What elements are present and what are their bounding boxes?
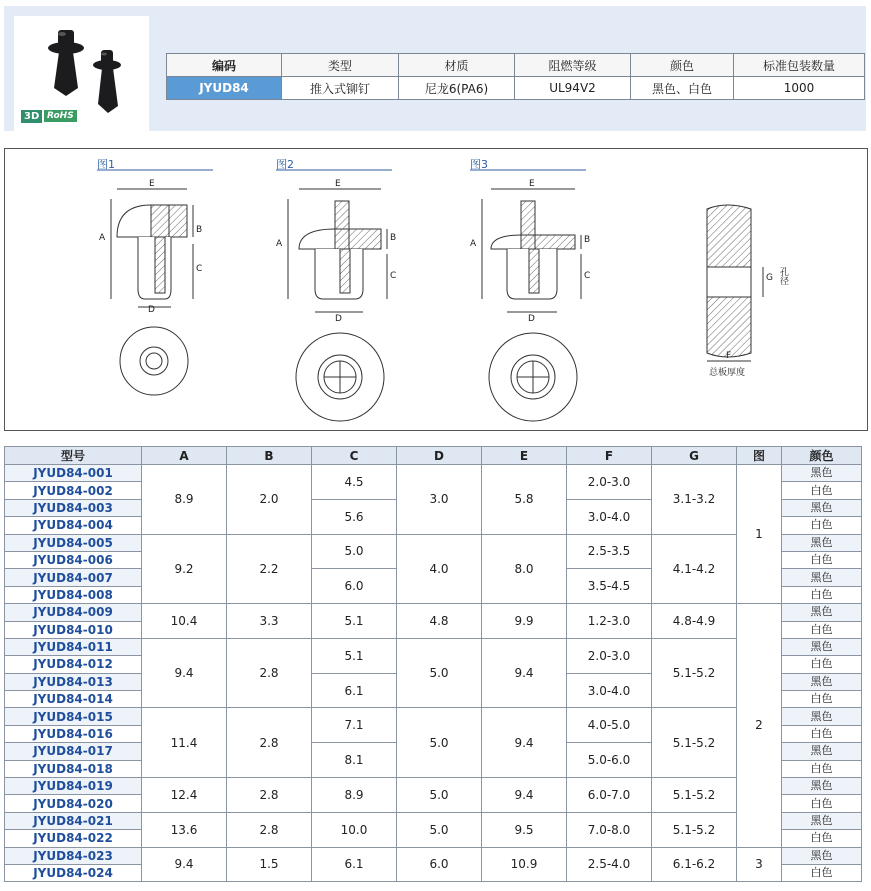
color-cell: 黑色 (782, 708, 862, 725)
dim-f-cell: 2.0-3.0 (567, 465, 652, 500)
dim-b-cell: 2.8 (227, 708, 312, 778)
dim-a-cell: 11.4 (142, 708, 227, 778)
color-cell: 黑色 (782, 569, 862, 586)
dim-f-cell: 6.0-7.0 (567, 778, 652, 813)
color-cell: 黑色 (782, 812, 862, 829)
model-cell: JYUD84-016 (5, 725, 142, 742)
dim-c-cell: 5.1 (312, 604, 397, 639)
color-cell: 白色 (782, 621, 862, 638)
info-table (166, 53, 865, 100)
3d-badge: 3D (21, 110, 42, 123)
info-header-flame: 阻燃等级 (515, 54, 631, 77)
fig1-dim-d: D (148, 305, 155, 315)
fig2-side-view (288, 189, 387, 421)
hole-diameter-label: 孔径 (778, 267, 788, 285)
panel-dim-f: F (726, 351, 732, 361)
color-cell: 白色 (782, 517, 862, 534)
dim-f-cell: 3.0-4.0 (567, 499, 652, 534)
info-value-flame: UL94V2 (515, 77, 631, 100)
dim-f-cell: 2.5-4.0 (567, 847, 652, 882)
dim-c-cell: 6.1 (312, 847, 397, 882)
table-row (5, 604, 862, 621)
dim-a-cell: 9.4 (142, 638, 227, 708)
color-cell: 白色 (782, 586, 862, 603)
fig1-side-view (111, 189, 193, 395)
model-cell: JYUD84-009 (5, 604, 142, 621)
fig3-dim-b: B (584, 235, 591, 245)
dim-g-cell: 3.1-3.2 (652, 465, 737, 535)
table-row (5, 847, 862, 864)
fig1-dim-b: B (196, 225, 203, 235)
dim-e-cell: 5.8 (482, 465, 567, 535)
dim-d-cell: 3.0 (397, 465, 482, 535)
color-cell: 黑色 (782, 534, 862, 551)
model-cell: JYUD84-022 (5, 830, 142, 847)
color-cell: 白色 (782, 551, 862, 568)
product-thumbnail (14, 16, 149, 132)
dim-e-cell: 9.4 (482, 708, 567, 778)
info-value-type: 推入式铆钉 (282, 77, 399, 100)
fig2-dim-d: D (335, 314, 342, 324)
dim-b-cell: 2.8 (227, 778, 312, 813)
model-cell: JYUD84-002 (5, 482, 142, 499)
figure-cell: 3 (737, 847, 782, 882)
fig3-label: 图3 (470, 158, 488, 171)
dim-f-cell: 2.5-3.5 (567, 534, 652, 569)
fig1-dim-e: E (149, 179, 155, 189)
table-row (5, 812, 862, 829)
dim-b-cell: 1.5 (227, 847, 312, 882)
dim-e-cell: 10.9 (482, 847, 567, 882)
dim-g-cell: 4.8-4.9 (652, 604, 737, 639)
col-header-b: B (227, 447, 312, 465)
col-header-c: C (312, 447, 397, 465)
table-row (5, 778, 862, 795)
dim-f-cell: 4.0-5.0 (567, 708, 652, 743)
col-header-f: F (567, 447, 652, 465)
figure-cell: 1 (737, 465, 782, 604)
dim-c-cell: 5.6 (312, 499, 397, 534)
dim-a-cell: 10.4 (142, 604, 227, 639)
dim-c-cell: 6.0 (312, 569, 397, 604)
dim-b-cell: 2.0 (227, 465, 312, 535)
figure-cell: 2 (737, 604, 782, 847)
col-header-model: 型号 (5, 447, 142, 465)
fig2-dim-e: E (335, 179, 341, 189)
dim-f-cell: 2.0-3.0 (567, 638, 652, 673)
dim-f-cell: 3.5-4.5 (567, 569, 652, 604)
dim-f-cell: 1.2-3.0 (567, 604, 652, 639)
dim-e-cell: 9.9 (482, 604, 567, 639)
fig3-dim-e: E (529, 179, 535, 189)
info-value-material: 尼龙6(PA6) (399, 77, 515, 100)
col-header-e: E (482, 447, 567, 465)
model-cell: JYUD84-019 (5, 778, 142, 795)
model-cell: JYUD84-007 (5, 569, 142, 586)
col-header-color: 颜色 (782, 447, 862, 465)
dim-c-cell: 8.1 (312, 743, 397, 778)
model-cell: JYUD84-003 (5, 499, 142, 516)
panel-thickness-label: 总板厚度 (709, 368, 746, 378)
fig3-dim-c: C (584, 271, 591, 281)
fig1-dim-a: A (99, 233, 106, 243)
model-cell: JYUD84-020 (5, 795, 142, 812)
col-header-fig: 图 (737, 447, 782, 465)
dim-g-cell: 4.1-4.2 (652, 534, 737, 604)
color-cell: 黑色 (782, 778, 862, 795)
fig3-dim-d: D (528, 314, 535, 324)
color-cell: 白色 (782, 691, 862, 708)
info-header-type: 类型 (282, 54, 399, 77)
dim-d-cell: 4.8 (397, 604, 482, 639)
model-cell: JYUD84-004 (5, 517, 142, 534)
table-row (5, 465, 862, 482)
model-cell: JYUD84-021 (5, 812, 142, 829)
color-cell: 黑色 (782, 604, 862, 621)
col-header-g: G (652, 447, 737, 465)
fig3-dim-a: A (470, 239, 477, 249)
dim-d-cell: 6.0 (397, 847, 482, 882)
dim-g-cell: 6.1-6.2 (652, 847, 737, 882)
col-header-a: A (142, 447, 227, 465)
dim-a-cell: 9.4 (142, 847, 227, 882)
rohs-badge: RoHS (44, 110, 77, 122)
dim-d-cell: 5.0 (397, 812, 482, 847)
model-cell: JYUD84-017 (5, 743, 142, 760)
info-value-code: JYUD84 (167, 77, 282, 100)
info-header-code: 编码 (167, 54, 282, 77)
info-value-pack: 1000 (734, 77, 865, 100)
dim-c-cell: 10.0 (312, 812, 397, 847)
dim-e-cell: 9.4 (482, 778, 567, 813)
dim-d-cell: 5.0 (397, 778, 482, 813)
dim-d-cell: 5.0 (397, 708, 482, 778)
drawing-svg (5, 149, 867, 430)
dim-c-cell: 7.1 (312, 708, 397, 743)
dim-g-cell: 5.1-5.2 (652, 708, 737, 778)
dim-c-cell: 6.1 (312, 673, 397, 708)
dim-c-cell: 8.9 (312, 778, 397, 813)
dim-d-cell: 4.0 (397, 534, 482, 604)
model-cell: JYUD84-018 (5, 760, 142, 777)
color-cell: 白色 (782, 830, 862, 847)
fig1-label: 图1 (97, 158, 115, 171)
model-cell: JYUD84-015 (5, 708, 142, 725)
color-cell: 黑色 (782, 465, 862, 482)
model-cell: JYUD84-001 (5, 465, 142, 482)
color-cell: 白色 (782, 482, 862, 499)
header-band (4, 6, 866, 131)
table-row (5, 708, 862, 725)
dim-b-cell: 2.8 (227, 812, 312, 847)
dim-e-cell: 8.0 (482, 534, 567, 604)
table-row (5, 534, 862, 551)
color-cell: 黑色 (782, 743, 862, 760)
dim-a-cell: 8.9 (142, 465, 227, 535)
color-cell: 黑色 (782, 499, 862, 516)
dim-f-cell: 7.0-8.0 (567, 812, 652, 847)
dim-f-cell: 5.0-6.0 (567, 743, 652, 778)
dim-a-cell: 12.4 (142, 778, 227, 813)
model-cell: JYUD84-008 (5, 586, 142, 603)
dim-d-cell: 5.0 (397, 638, 482, 708)
dim-a-cell: 13.6 (142, 812, 227, 847)
model-cell: JYUD84-014 (5, 691, 142, 708)
table-row (5, 638, 862, 655)
info-header-material: 材质 (399, 54, 515, 77)
color-cell: 白色 (782, 725, 862, 742)
dim-g-cell: 5.1-5.2 (652, 778, 737, 813)
fig1-dim-c: C (196, 264, 203, 274)
fig2-dim-b: B (390, 233, 397, 243)
color-cell: 白色 (782, 795, 862, 812)
model-cell: JYUD84-013 (5, 673, 142, 690)
dim-c-cell: 5.0 (312, 534, 397, 569)
col-header-d: D (397, 447, 482, 465)
dim-f-cell: 3.0-4.0 (567, 673, 652, 708)
dim-e-cell: 9.4 (482, 638, 567, 708)
color-cell: 白色 (782, 656, 862, 673)
dim-b-cell: 3.3 (227, 604, 312, 639)
info-header-color: 颜色 (631, 54, 734, 77)
model-cell: JYUD84-024 (5, 864, 142, 881)
color-cell: 黑色 (782, 638, 862, 655)
model-cell: JYUD84-012 (5, 656, 142, 673)
info-header-pack: 标准包装数量 (734, 54, 865, 77)
dim-e-cell: 9.5 (482, 812, 567, 847)
technical-drawing (4, 148, 868, 431)
fig3-side-view (482, 189, 581, 421)
dim-b-cell: 2.8 (227, 638, 312, 708)
info-value-color: 黑色、白色 (631, 77, 734, 100)
color-cell: 白色 (782, 760, 862, 777)
dim-g-cell: 5.1-5.2 (652, 812, 737, 847)
fig2-label: 图2 (276, 158, 294, 171)
panel-section-view (707, 205, 763, 361)
dim-c-cell: 5.1 (312, 638, 397, 673)
panel-dim-g: G (766, 273, 773, 283)
model-cell: JYUD84-010 (5, 621, 142, 638)
spec-table (4, 446, 862, 882)
model-cell: JYUD84-005 (5, 534, 142, 551)
fig2-dim-c: C (390, 271, 397, 281)
fig2-dim-a: A (276, 239, 283, 249)
color-cell: 黑色 (782, 847, 862, 864)
model-cell: JYUD84-023 (5, 847, 142, 864)
dim-a-cell: 9.2 (142, 534, 227, 604)
color-cell: 白色 (782, 864, 862, 881)
color-cell: 黑色 (782, 673, 862, 690)
model-cell: JYUD84-011 (5, 638, 142, 655)
dim-b-cell: 2.2 (227, 534, 312, 604)
dim-c-cell: 4.5 (312, 465, 397, 500)
dim-g-cell: 5.1-5.2 (652, 638, 737, 708)
model-cell: JYUD84-006 (5, 551, 142, 568)
